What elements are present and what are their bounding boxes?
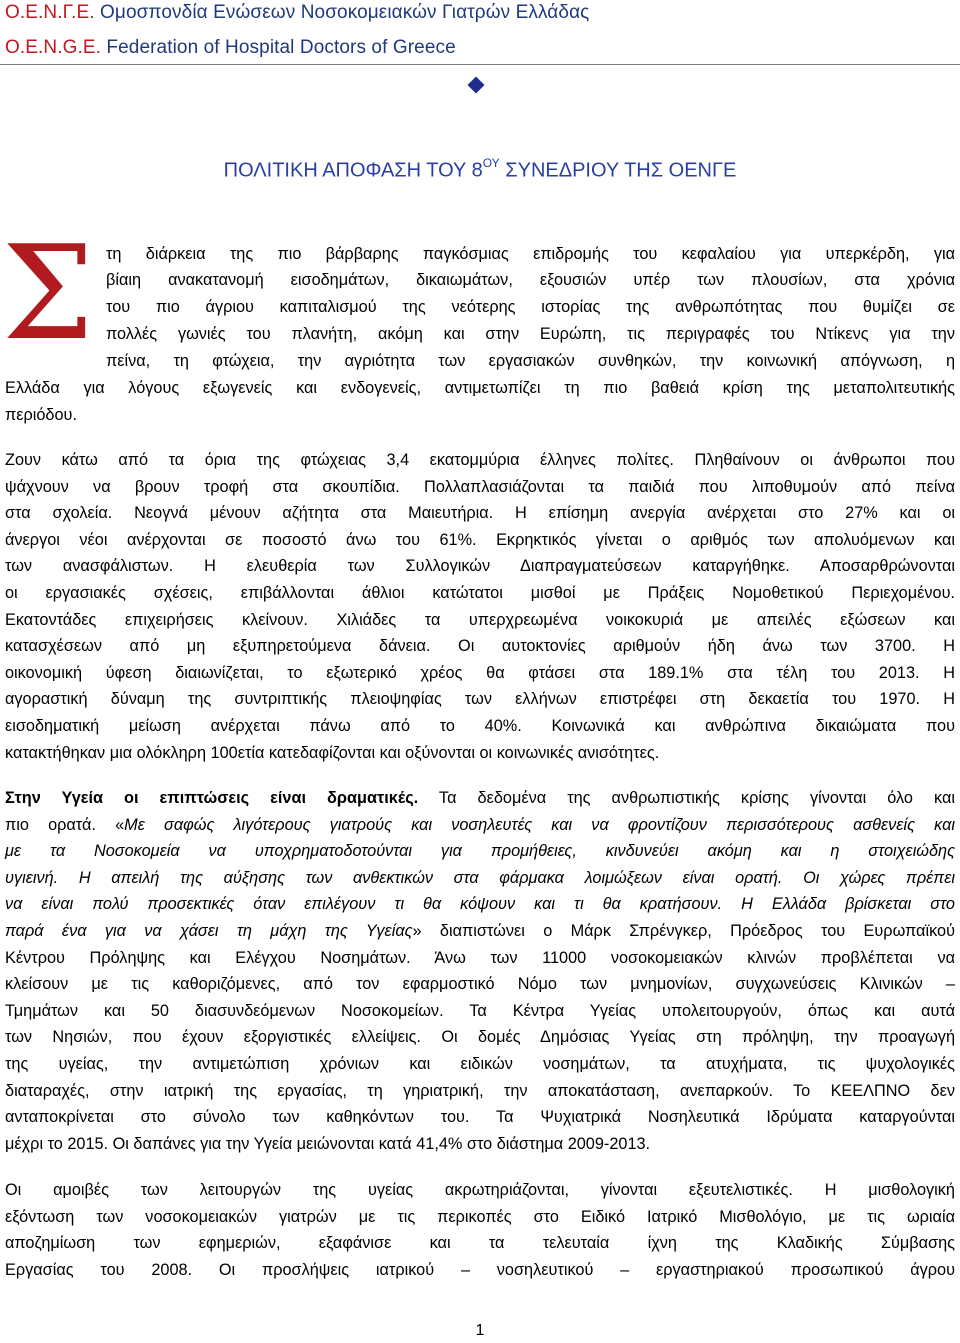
text-line — [5, 868, 955, 888]
org-full-name-english: Federation of Hospital Doctors of Greece — [106, 37, 456, 58]
text-line: στα σχολεία. Νεογνά μένουν αζήτητα στα Μαιευτήρια. Η επίσημη ανεργία ανέρχεται στο 27% και οι — [5, 504, 955, 523]
text-run: να είναι πολύ προσεκτικές όταν επιλέγουν τι θα κόψουν και τι θα κρατήσουν. Η Ελλάδα βρίσκεται στο — [5, 895, 955, 914]
text-line: μέχρι το 2015. Οι δαπάνες για την Υγεία μειώνονται κατά 41,4% στο διάστημα 2009-2013. — [5, 1134, 651, 1153]
text-line: εισοδηματική μείωση ανέρχεται πάνω από το 40%. Κοινωνικά και ανθρώπινα δικαιώματα που — [5, 717, 955, 735]
text-run: Στην Υγεία οι επιπτώσεις είναι δραματικές. — [5, 789, 419, 807]
diamond-icon — [468, 77, 485, 94]
text-run: πιο ορατά. « — [5, 815, 125, 834]
org-name-greek — [5, 2, 589, 24]
text-line: των Νησιών, που έχουν εξοργιστικές ελλείψεις. Οι δομές Δημόσιας Υγείας στη πρόληψη, την προαγωγή — [5, 1028, 955, 1047]
text-line: Οι αμοιβές των λειτουργών της υγείας ακρωτηριάζονται, γίνονται εξευτελιστικές. Η μισθολογική — [5, 1181, 955, 1199]
text-line: αγοραστική δύναμη της συντριπτικής πλειοψηφίας των ελλήνων επιστρέφει στη δεκαετία του 1970. Η — [5, 690, 955, 709]
text-line: Ζουν κάτω από τα όρια της φτώχειας 3,4 εκατομμύρια έλληνες πολίτες. Πληθαίνουν οι άνθρωποι που — [5, 451, 955, 469]
text-line: ανταποκρίνεται στο σύνολο των καθηκόντων του. Τα Ψυχιατρικά Νοσηλευτικά Ιδρύματα καταργούνται — [5, 1108, 955, 1127]
text-line: πείνα, τη φτώχεια, την αγριότητα των εργασιακών συνθηκών, την κοινωνική απόγνωση, η — [106, 352, 955, 370]
text-line: εξόντωση των νοσοκομειακών γιατρών με τις περικοπές στο Ειδικό Ιατρικό Μισθολόγιο, με τις ωριαία — [5, 1207, 955, 1226]
page-number: 1 — [475, 1322, 485, 1339]
text-line: Ελλάδα για λόγους εξωγενείς και ενδογενείς, αντιμετωπίζει τη πιο βαθειά κρίση της μεταπολιτευτικής — [5, 379, 955, 397]
text-line: διαταραχές, στην ιατρική της εργασίας, τη γηριατρική, την αποκατάσταση, ανεπαρκούν. Το ΚΕΕΛΠΝΟ δεν — [5, 1081, 955, 1100]
text-line: κλείσουν με τις καθοριζόμενες, από τον εφαρμοστικό Νόμο των μνημονίων, συγχωνεύσεις Κλινικών – — [5, 975, 955, 994]
text-run: Τα δεδομένα της ανθρωπιστικής κρίσης γίνονται όλο και — [418, 789, 955, 807]
text-line: οι εργασιακές σχέσεις, επιβάλλονται άθλιοι κατώτατοι μισθοί με Πράξεις Νομοθετικού Περιεχομένου. — [5, 584, 955, 602]
text-line: Κέντρου Πρόληψης και Ελέγχου Νοσημάτων. Άνω των 11000 νοσοκομειακών κλινών προβλέπεται να — [5, 948, 955, 967]
text-line: κατασχέσεων από μη εξυπηρετούμενα δάνεια. Οι αυτοκτονίες αριθμούν ήδη άνω των 3700. Η — [5, 637, 955, 656]
text-line: βίαιη ανακατανομή εισοδημάτων, δικαιωμάτων, εξουσιών υπέρ των πλουσίων, στα χρόνια — [106, 271, 955, 289]
text-line: πολλές γωνιές του πλανήτη, ακόμη και στην Ευρώπη, τις περιγραφές του Ντίκενς για την — [106, 325, 955, 343]
text-line: οικονομική ύφεση διαιωνίζεται, το εξωτερικό χρέος θα φτάσει στα 189.1% στα τέλη του 2013. Η — [5, 663, 955, 682]
text-line — [5, 815, 955, 835]
text-line: περιόδου. — [5, 406, 77, 424]
text-line — [5, 788, 955, 808]
header-divider — [0, 64, 960, 65]
org-name-english — [5, 37, 456, 59]
title-part-1: ΠΟΛΙΤΙΚΗ ΑΠΟΦΑΣΗ ΤΟΥ 8 — [223, 159, 483, 182]
text-line: αποζημίωση των εφημεριών, εξαφάνισε και τα τελευταία ίχνη της Κλαδικής Σύμβασης — [5, 1234, 955, 1253]
document-title — [0, 158, 960, 183]
text-line: του πιο άγριου καπιταλισμού της νεότερης ιστορίας της ανθρωπότητας που θυμίζει σε — [106, 298, 955, 316]
text-line: τη διάρκεια της πιο βάρβαρης παγκόσμιας επιδρομής του κεφαλαίου για υπερκέρδη, για — [106, 245, 955, 263]
text-line: Τμημάτων και 50 διασυνδεόμενων Νοσοκομείων. Τα Κέντρα Υγείας υπολειτουργούν, όπως και αυτά — [5, 1001, 955, 1020]
org-full-name-greek: Ομοσπονδία Ενώσεων Νοσοκομειακών Γιατρών Ελλάδας — [100, 2, 590, 23]
text-run: Με σαφώς λιγότερους γιατρούς και νοσηλευτές και να φροντίζουν περισσότερους ασθενείς και — [124, 815, 956, 834]
text-line: άνεργοι νέοι ανέρχονται σε ποσοστό άνω του 61%. Εκρηκτικός γίνεται ο αριθμός των απολυόμενων και — [5, 530, 955, 549]
text-line: Εκατοντάδες επιχειρήσεις κλείνουν. Χιλιάδες τα υπερχρεωμένα νοικοκυριά με απειλές εξώσεων και — [5, 610, 955, 629]
text-line: Εργασίας του 2008. Οι προσλήψεις ιατρικού – νοσηλευτικού – εργαστηριακού προσωπικού άγρου — [5, 1260, 955, 1279]
text-line — [5, 921, 955, 941]
org-abbr-greek: Ο.Ε.Ν.Γ.Ε. — [5, 2, 95, 23]
org-abbr-english: O.E.N.G.E. — [5, 37, 102, 58]
text-run: υγιεινή. Η απειλή της αύξησης των ανθεκτικών στα φάρμακα λοιμώξεων είναι ορατή. Οι χώρες πρέπει — [5, 868, 955, 887]
text-line — [5, 894, 955, 914]
text-run: με τα Νοσοκομεία να υποχρηματοδοτούνται για προμήθειες, κινδυνεύει ακόμη και η στοιχειώδης — [5, 842, 955, 861]
drop-cap: Σ — [2, 217, 94, 369]
text-run: παρά ένα για να χάσει τη μάχη της Υγείας — [5, 922, 413, 940]
text-line — [5, 841, 955, 861]
text-line: της υγείας, την αντιμετώπιση χρόνιων και ειδικών νοσημάτων, τα ατυχήματα, τις ψυχολογικές — [5, 1055, 955, 1073]
text-run: » διαπιστώνει ο Μάρκ Σπρένγκερ, Πρόεδρος του Ευρωπαϊκού — [412, 922, 955, 940]
title-superscript: ΟΥ — [482, 156, 500, 170]
text-line: κατακτήθηκαν μια ολόκληρη 100ετία κατεδαφίζονται και οξύνονται οι κοινωνικές ανισότητες. — [5, 743, 660, 762]
title-part-2: ΣΥΝΕΔΡΙΟΥ ΤΗΣ ΟΕΝΓΕ — [505, 159, 737, 182]
text-line: ψάχνουν να βρουν τροφή στα σκουπίδια. Πολλαπλασιάζονται τα παιδιά που λιποθυμούν από πείνα — [5, 477, 955, 496]
text-line: των ανασφάλιστων. Η ελευθερία των Συλλογικών Διαπραγματεύσεων καταργήθηκε. Αποσαρθρώνονται — [5, 557, 955, 576]
